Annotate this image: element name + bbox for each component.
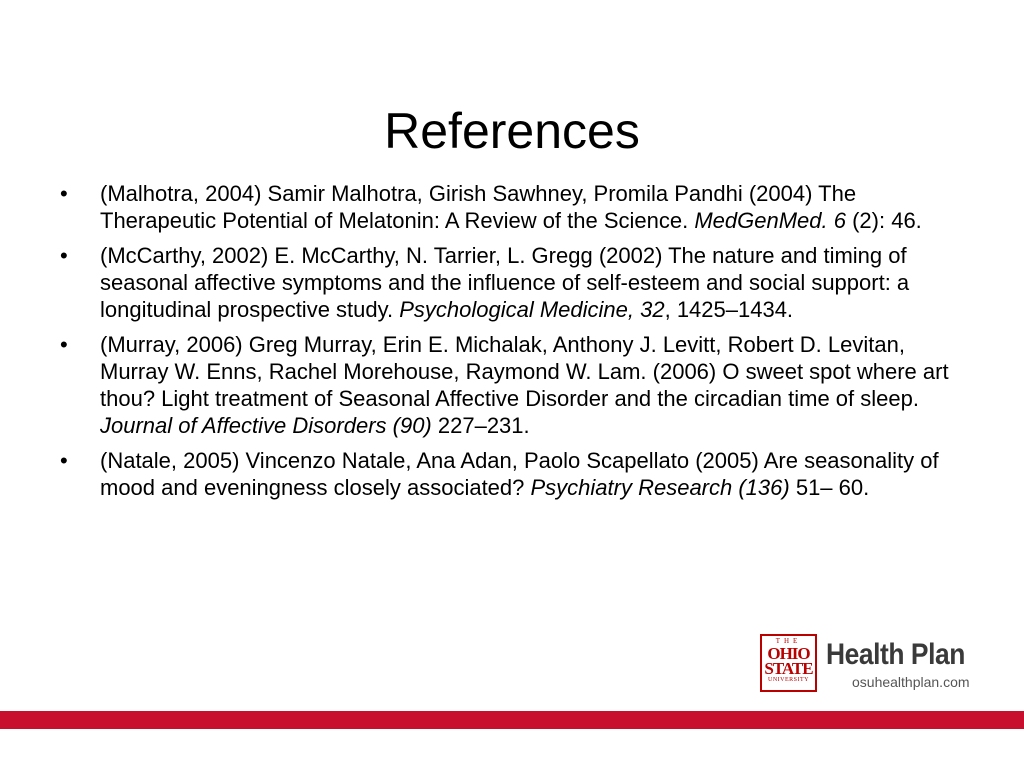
reference-journal: MedGenMed. 6 (694, 208, 846, 233)
bullet-icon: • (60, 243, 68, 268)
reference-item (60, 242, 970, 323)
reference-journal: Psychological Medicine, 32 (399, 297, 665, 322)
reference-journal: Journal of Affective Disorders (90) (100, 413, 432, 438)
reference-text: (Natale, 2005) Vincenzo Natale, Ana Adan, Paolo Scapellato (2005) Are seasonality of mood and eveningness closely associated? (100, 448, 939, 500)
reference-item (60, 447, 970, 501)
reference-item (60, 331, 970, 439)
reference-pages: 227–231. (431, 413, 530, 438)
logo-url: osuhealthplan.com (852, 674, 970, 690)
reference-pages: 51– 60. (789, 475, 870, 500)
health-plan-logo (760, 634, 980, 694)
reference-text: (Malhotra, 2004) Samir Malhotra, Girish Sawhney, Promila Pandhi (2004) The Therapeutic Potential of Melatonin: A Review of the Science. (100, 181, 857, 233)
reference-text: (McCarthy, 2002) E. McCarthy, N. Tarrier, L. Gregg (2002) The nature and timing of seasonal affective symptoms and the influence of self-esteem and social support: a longitudinal prospective study. (100, 243, 910, 322)
bottom-accent-bar (0, 711, 1024, 729)
ohio-state-seal-icon (760, 634, 817, 692)
logo-name: Health Plan (826, 638, 965, 671)
reference-journal: Psychiatry Research (136) (530, 475, 790, 500)
seal-ohio: OHIO (767, 644, 810, 663)
reference-list (60, 180, 970, 509)
slide-title: References (384, 102, 640, 159)
seal-the: THE (775, 637, 802, 645)
seal-state: STATE (764, 659, 813, 678)
reference-item (60, 180, 970, 234)
bullet-icon: • (60, 332, 68, 357)
reference-pages: (2): 46. (845, 208, 922, 233)
reference-text: (Murray, 2006) Greg Murray, Erin E. Michalak, Anthony J. Levitt, Robert D. Levitan, Murray W. Enns, Rachel Morehouse, Raymond W. Lam. (2006) O sweet spot where art thou? Light treatment of Seasonal Affective Disorder and the circadian time of sleep. (100, 332, 949, 411)
bullet-icon: • (60, 181, 68, 206)
seal-university: UNIVERSITY (768, 677, 809, 683)
reference-pages: , 1425–1434. (664, 297, 794, 322)
bullet-icon: • (60, 448, 68, 473)
